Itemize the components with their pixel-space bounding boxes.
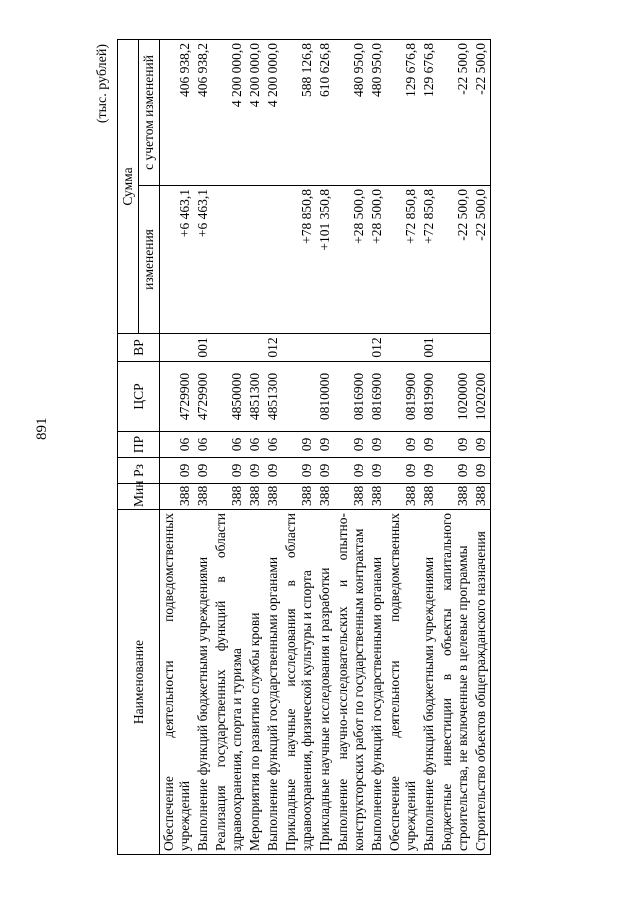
- cell-total: 4 200 000,0: [264, 39, 282, 185]
- cell-rz: 09: [334, 458, 368, 484]
- cell-rz: 09: [212, 458, 246, 484]
- cell-csr: 4729900: [194, 362, 212, 432]
- cell-vr: [212, 334, 246, 362]
- cell-rz: 09: [420, 458, 438, 484]
- cell-rz: 09: [316, 458, 334, 484]
- cell-rz: 09: [264, 458, 282, 484]
- table-row: [282, 39, 316, 854]
- header-name: Наименование: [118, 510, 160, 855]
- table-row: [316, 39, 334, 854]
- cell-change: +28 500,0: [368, 186, 386, 334]
- cell-vr: 001: [420, 334, 438, 362]
- cell-vr: [438, 334, 472, 362]
- cell-pr: 06: [194, 432, 212, 458]
- cell-min: 388: [282, 484, 316, 510]
- cell-vr: 012: [264, 334, 282, 362]
- header-pr: ПР: [118, 432, 160, 458]
- cell-min: 388: [368, 484, 386, 510]
- cell-rz: 09: [282, 458, 316, 484]
- table-row: [212, 39, 246, 854]
- cell-change: +78 850,8: [282, 186, 316, 334]
- cell-name: Выполнение функций бюджетными учреждениями: [420, 510, 438, 855]
- cell-csr: [282, 362, 316, 432]
- cell-total: -22 500,0: [438, 39, 472, 185]
- cell-pr: 06: [246, 432, 264, 458]
- cell-min: 388: [212, 484, 246, 510]
- cell-csr: 0810000: [316, 362, 334, 432]
- cell-csr: 1020000: [438, 362, 472, 432]
- table-row: [246, 39, 264, 854]
- cell-vr: [472, 334, 491, 362]
- cell-name: Прикладные научные исследования и разработки: [316, 510, 334, 855]
- cell-rz: 09: [386, 458, 420, 484]
- cell-pr: 09: [334, 432, 368, 458]
- cell-min: 388: [316, 484, 334, 510]
- cell-min: 388: [264, 484, 282, 510]
- cell-name: Обеспечение деятельности подведомственных учреждений: [386, 510, 420, 855]
- cell-pr: 09: [282, 432, 316, 458]
- cell-rz: 09: [160, 458, 195, 484]
- cell-vr: 001: [194, 334, 212, 362]
- cell-min: 388: [420, 484, 438, 510]
- units-note: (тыс. рублей): [95, 44, 110, 124]
- cell-pr: 09: [316, 432, 334, 458]
- cell-csr: 4850000: [212, 362, 246, 432]
- table-row: [438, 39, 472, 854]
- table-row: [160, 39, 195, 854]
- header-csr: ЦСР: [118, 362, 160, 432]
- cell-name: Бюджетные инвестиции в объекты капитального строительства, не включенные в целевые программы: [438, 510, 472, 855]
- cell-total: 610 626,8: [316, 39, 334, 185]
- cell-change: [264, 186, 282, 334]
- cell-min: 388: [438, 484, 472, 510]
- cell-pr: 06: [212, 432, 246, 458]
- cell-min: 388: [246, 484, 264, 510]
- cell-name: Мероприятия по развитию службы крови: [246, 510, 264, 855]
- cell-pr: 09: [438, 432, 472, 458]
- cell-vr: [160, 334, 195, 362]
- cell-csr: 4851300: [264, 362, 282, 432]
- cell-csr: 4729900: [160, 362, 195, 432]
- cell-vr: [386, 334, 420, 362]
- header-rz: Рз: [118, 458, 160, 484]
- cell-change: -22 500,0: [472, 186, 491, 334]
- cell-min: 388: [386, 484, 420, 510]
- table-row: [368, 39, 386, 854]
- cell-change: +28 500,0: [334, 186, 368, 334]
- cell-total: 588 126,8: [282, 39, 316, 185]
- table-row: [264, 39, 282, 854]
- page-number: 891: [34, 417, 50, 440]
- cell-min: 388: [160, 484, 195, 510]
- cell-min: 388: [194, 484, 212, 510]
- cell-vr: [334, 334, 368, 362]
- cell-pr: 09: [472, 432, 491, 458]
- cell-name: Прикладные научные исследования в области здравоохранения, физической культуры и спорта: [282, 510, 316, 855]
- header-with-changes: с учетом изменений: [139, 39, 160, 185]
- cell-total: 4 200 000,0: [212, 39, 246, 185]
- cell-min: 388: [472, 484, 491, 510]
- cell-name: Строительство объектов общегражданского назначения: [472, 510, 491, 855]
- cell-change: +72 850,8: [420, 186, 438, 334]
- cell-vr: [282, 334, 316, 362]
- cell-pr: 06: [160, 432, 195, 458]
- header-min: Мин: [118, 484, 160, 510]
- cell-change: [246, 186, 264, 334]
- cell-csr: 0819900: [386, 362, 420, 432]
- cell-pr: 09: [368, 432, 386, 458]
- cell-total: 480 950,0: [368, 39, 386, 185]
- header-changes: изменения: [139, 186, 160, 334]
- cell-vr: 012: [368, 334, 386, 362]
- rotated-page-content: [95, 40, 555, 855]
- cell-pr: 09: [420, 432, 438, 458]
- cell-total: 406 938,2: [194, 39, 212, 185]
- header-vr: ВР: [118, 334, 160, 362]
- cell-rz: 09: [368, 458, 386, 484]
- cell-csr: 0819900: [420, 362, 438, 432]
- budget-table: [117, 39, 491, 855]
- cell-change: +101 350,8: [316, 186, 334, 334]
- cell-change: +72 850,8: [386, 186, 420, 334]
- cell-csr: 4851300: [246, 362, 264, 432]
- cell-change: [212, 186, 246, 334]
- table-header: [118, 39, 160, 854]
- header-sum: Сумма: [118, 39, 139, 333]
- cell-csr: 0816900: [334, 362, 368, 432]
- cell-pr: 06: [264, 432, 282, 458]
- cell-csr: 1020200: [472, 362, 491, 432]
- cell-rz: 09: [438, 458, 472, 484]
- cell-vr: [316, 334, 334, 362]
- cell-rz: 09: [472, 458, 491, 484]
- table-row: [472, 39, 491, 854]
- cell-total: 406 938,2: [160, 39, 195, 185]
- cell-total: 4 200 000,0: [246, 39, 264, 185]
- cell-name: Выполнение функций государственными органами: [264, 510, 282, 855]
- table-row: [194, 39, 212, 854]
- cell-pr: 09: [386, 432, 420, 458]
- cell-total: -22 500,0: [472, 39, 491, 185]
- cell-total: 480 950,0: [334, 39, 368, 185]
- cell-rz: 09: [194, 458, 212, 484]
- cell-change: +6 463,1: [194, 186, 212, 334]
- cell-csr: 0816900: [368, 362, 386, 432]
- table-row: [420, 39, 438, 854]
- table-row: [334, 39, 368, 854]
- cell-min: 388: [334, 484, 368, 510]
- cell-change: -22 500,0: [438, 186, 472, 334]
- cell-name: Реализация государственных функций в области здравоохранения, спорта и туризма: [212, 510, 246, 855]
- cell-total: 129 676,8: [386, 39, 420, 185]
- cell-rz: 09: [246, 458, 264, 484]
- cell-name: Обеспечение деятельности подведомственных учреждений: [160, 510, 195, 855]
- cell-change: +6 463,1: [160, 186, 195, 334]
- table-row: [386, 39, 420, 854]
- cell-total: 129 676,8: [420, 39, 438, 185]
- cell-name: Выполнение функций бюджетными учреждениями: [194, 510, 212, 855]
- cell-name: Выполнение функций государственными органами: [368, 510, 386, 855]
- table-body: [160, 39, 491, 854]
- cell-name: Выполнение научно-исследовательских и опытно-конструкторских работ по государственным контрактам: [334, 510, 368, 855]
- cell-vr: [246, 334, 264, 362]
